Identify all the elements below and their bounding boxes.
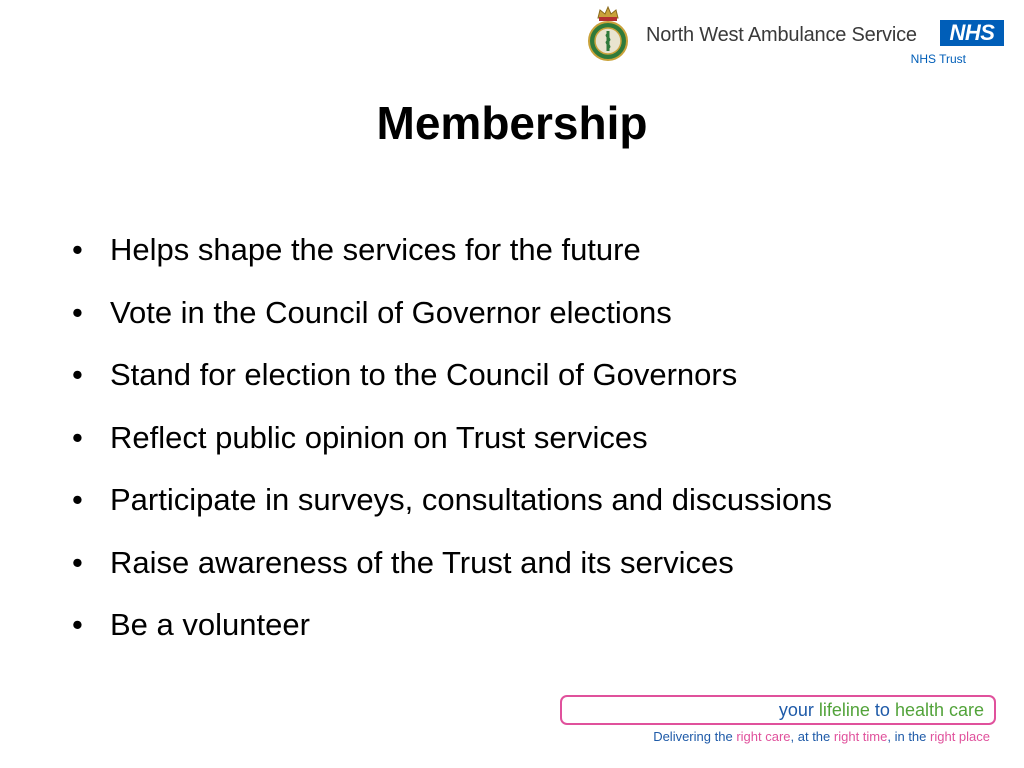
tagline-your: your: [778, 700, 814, 720]
sub-right-time: right time: [833, 729, 888, 744]
bullet-item: [72, 603, 992, 666]
bullet-icon: •: [72, 357, 83, 392]
sub-right-care: right care: [736, 729, 791, 744]
nhs-trust-label: NHS Trust: [910, 52, 966, 66]
tagline-banner: [560, 695, 996, 725]
ambulance-crest-icon: [586, 4, 630, 64]
bullet-icon: •: [72, 544, 83, 580]
bullet-text: Reflect public opinion on Trust services: [110, 419, 648, 455]
bullet-item: [72, 478, 992, 541]
bullet-text: Vote in the Council of Governor elections: [110, 294, 672, 330]
bullet-icon: •: [72, 294, 83, 330]
bullet-item: [72, 541, 992, 604]
header: [584, 0, 1024, 70]
slide-title: Membership: [376, 97, 648, 149]
bullet-text: Be a volunteer: [110, 607, 310, 642]
bullet-text: Raise awareness of the Trust and its services: [110, 544, 734, 580]
bullet-icon: •: [72, 419, 83, 455]
nhs-logo: NHS: [940, 20, 1004, 46]
bullet-item: [72, 291, 992, 354]
bullet-icon: •: [72, 482, 83, 517]
tagline-health-care: health care: [894, 700, 984, 720]
bullet-icon: •: [72, 232, 83, 267]
bullet-text: Helps shape the services for the future: [110, 232, 641, 267]
sub-part-1: Delivering the: [653, 729, 733, 744]
bullet-item: [72, 228, 992, 291]
bullet-text: Stand for election to the Council of Governors: [110, 357, 738, 392]
bullet-item: [72, 416, 992, 479]
tagline-to: to: [874, 700, 890, 720]
tagline-lifeline: lifeline: [818, 700, 870, 720]
bullet-item: [72, 353, 992, 416]
organisation-name: North West Ambulance Service: [646, 24, 917, 46]
sub-right-place: right place: [930, 729, 990, 744]
tagline-subtitle: [560, 729, 990, 744]
sub-part-3: , at the: [790, 729, 831, 744]
sub-part-5: , in the: [887, 729, 927, 744]
bullet-list: [72, 228, 992, 666]
bullet-text: Participate in surveys, consultations and discussions: [110, 482, 832, 517]
bullet-icon: •: [72, 607, 83, 642]
